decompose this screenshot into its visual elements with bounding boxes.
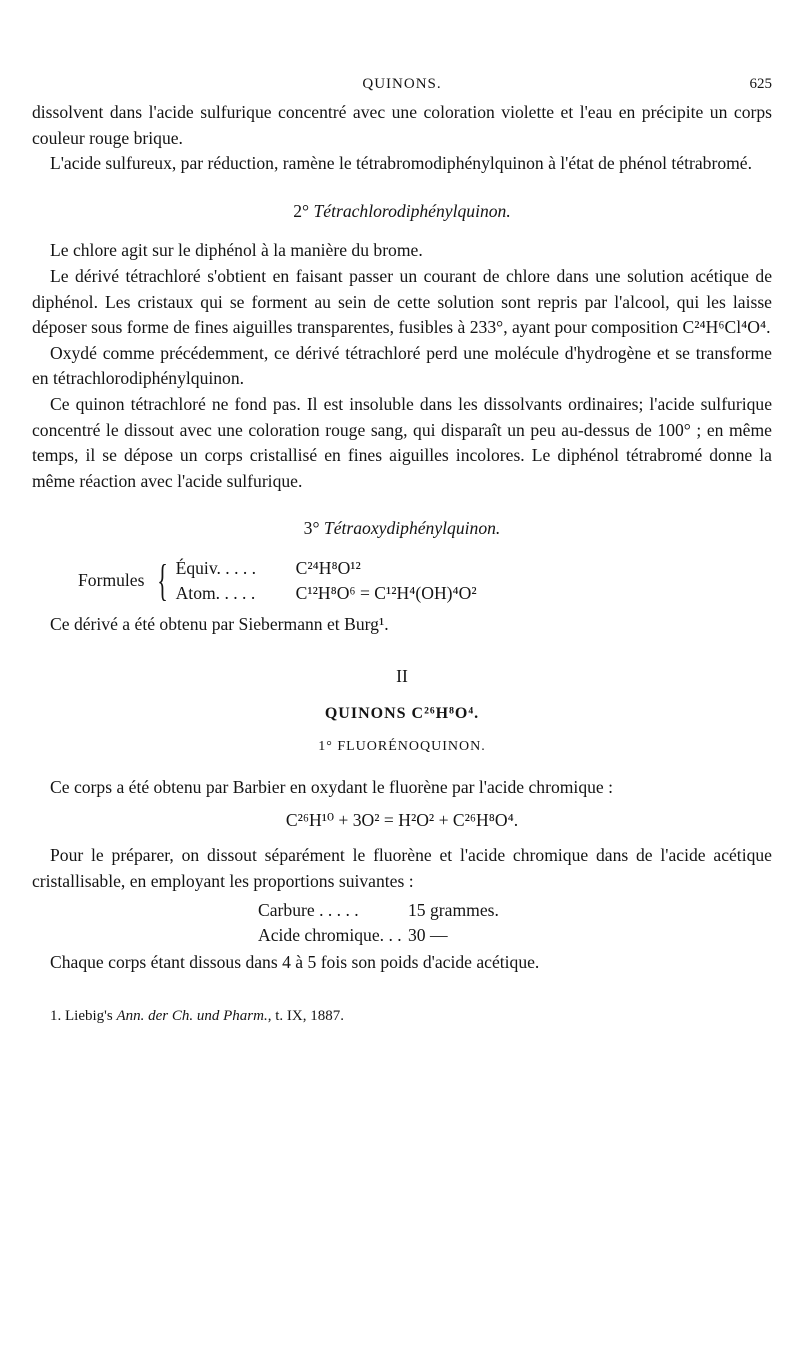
formula-key: Atom. . . . .	[175, 582, 256, 603]
brace-glyph: {	[157, 555, 169, 605]
formulas-label: Formules	[78, 570, 145, 591]
formula-row	[176, 556, 477, 581]
page-number: 625	[749, 76, 772, 92]
section-title: Tétraoxydiphénylquinon.	[323, 518, 501, 539]
footnote-ref: , t. IX, 1887.	[267, 1007, 344, 1024]
formula-row	[176, 581, 477, 606]
paragraph-continuation: dissolvent dans l'acide sulfurique concentré avec une coloration violette et l'eau en précipite un corps couleur rouge brique.	[32, 102, 772, 148]
footnote-author: Liebig's	[65, 1007, 113, 1024]
recipe-list	[32, 898, 772, 948]
footnote	[32, 1008, 772, 1025]
recipe-amount: 15 grammes.	[408, 900, 499, 921]
footnote-number: 1.	[50, 1007, 62, 1024]
running-head	[32, 70, 772, 100]
section-title: Tétrachlorodiphénylquinon.	[313, 200, 511, 221]
paragraph: Le dérivé tétrachloré s'obtient en faisant passer un courant de chlore dans une solution acétique de diphénol. Les cristaux qui se forment au sein de cette solution sont repris par l'alcool, qui les laisse déposer sous forme de fines aiguilles transparentes, fusibles à 233°, ayant pour composition C²⁴H⁶Cl⁴O⁴.	[32, 265, 772, 338]
paragraph: Le chlore agit sur le diphénol à la manière du brome.	[50, 240, 423, 261]
chapter-number: II	[396, 665, 408, 686]
paragraph: Pour le préparer, on dissout séparément le fluorène et l'acide chromique dans de l'acide acétique cristallisable, en employant les proportions suivantes :	[32, 845, 772, 891]
chemical-equation: C²⁶H¹⁰ + 3O² = H²O² + C²⁶H⁸O⁴.	[285, 810, 519, 831]
paragraph: Oxydé comme précédemment, ce dérivé tétrachloré perd une molécule d'hydrogène et se transforme en tétrachlorodiphénylquinon.	[32, 342, 772, 389]
recipe-row	[258, 898, 772, 923]
paragraph: Ce corps a été obtenu par Barbier en oxydant le fluorène par l'acide chromique :	[50, 776, 614, 797]
formula-key: Équiv. . . . .	[175, 557, 257, 578]
paragraph: Ce quinon tétrachloré ne fond pas. Il est insoluble dans les dissolvants ordinaires; l'acide sulfurique concentré le dissout avec une coloration rouge sang, qui disparaît un peu au-dessus de 100° ; en même temps, il se dépose un corps cristallisé en fines aiguilles incolores. Le diphénol tétrabromé donne la même réaction avec l'acide sulfurique.	[32, 393, 772, 491]
formulas-block	[78, 556, 772, 606]
paragraph: Ce dérivé a été obtenu par Siebermann et Burg¹.	[50, 613, 389, 634]
running-title: QUINONS.	[362, 76, 442, 92]
recipe-name: Carbure . . . . .	[258, 900, 359, 921]
paragraph-sulfureux: L'acide sulfureux, par réduction, ramène le tétrabromodiphénylquinon à l'état de phénol tétrabromé.	[50, 153, 753, 174]
book-page	[32, 70, 772, 1025]
section-number: 3°	[303, 518, 320, 539]
formula-value: C¹²H⁸O⁶ = C¹²H⁴(OH)⁴O²	[295, 582, 477, 603]
recipe-row	[258, 923, 772, 948]
paragraph: Chaque corps étant dissous dans 4 à 5 fois son poids d'acide acétique.	[50, 952, 540, 973]
section-heading-3	[32, 516, 772, 542]
chapter-title: QUINONS C²⁶H⁸O⁴.	[324, 704, 480, 722]
section-number: 2°	[293, 200, 310, 221]
section-heading-2	[32, 199, 772, 225]
chapter-subtitle: 1° FLUORÉNOQUINON.	[318, 738, 486, 754]
recipe-amount: 30 —	[408, 925, 448, 946]
formula-value: C²⁴H⁸O¹²	[295, 557, 361, 578]
footnote-source: Ann. der Ch. und Pharm.	[116, 1007, 268, 1024]
recipe-name: Acide chromique. . .	[258, 925, 402, 946]
